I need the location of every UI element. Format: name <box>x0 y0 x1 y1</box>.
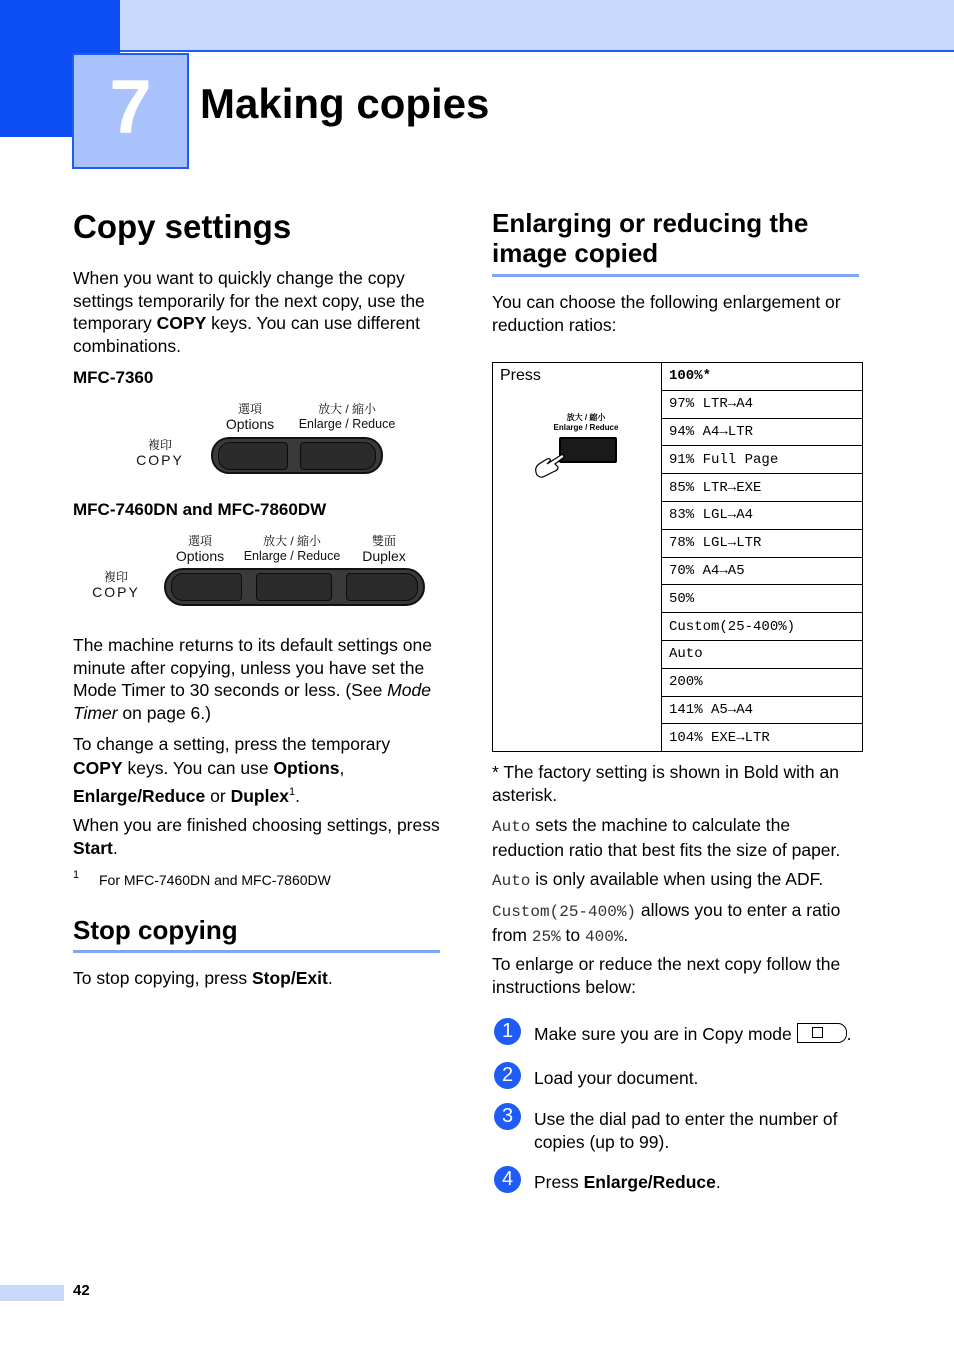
model2-options-cn: 選項 <box>187 534 212 548</box>
intro-paragraph <box>73 267 443 357</box>
model2-copy-cn: 複印 <box>103 570 128 584</box>
model2-enlarge-reduce-key[interactable] <box>256 573 332 601</box>
step-4-text-1: Press <box>534 1172 584 1192</box>
ratio-option: 97% LTR→A4 <box>662 390 863 418</box>
ratio-option: Custom(25-400%) <box>662 613 863 641</box>
step-number: 4 <box>494 1166 521 1193</box>
model1-options-en: Options <box>225 416 275 432</box>
change-options-key: Options <box>273 758 340 778</box>
model1-enlarge-cn: 放大 / 縮小 <box>317 402 376 416</box>
ratio-option: 70% A4→A5 <box>662 557 863 585</box>
ratio-option: 78% LGL→LTR <box>662 529 863 557</box>
step-1-period: . <box>846 1024 852 1044</box>
ratios-intro: You can choose the following enlargement or reduction ratios: <box>492 292 841 335</box>
ratio-option: 50% <box>662 585 863 613</box>
model2-key-label-enlarge <box>242 534 342 564</box>
page-number-band <box>0 1285 64 1301</box>
step-1-text-main: Make sure you are in Copy mode <box>534 1024 792 1044</box>
ratio-option: 200% <box>662 668 863 696</box>
intro-text-2: keys. You can use different combinations. <box>73 313 420 356</box>
stop-paragraph <box>73 967 443 990</box>
model2-duplex-key[interactable] <box>346 573 418 601</box>
press-key-label-en: Enlarge / Reduce <box>553 423 619 432</box>
model1-title: MFC-7360 <box>73 368 154 387</box>
custom-paragraph <box>492 899 862 948</box>
model1-options-key[interactable] <box>218 442 288 470</box>
custom-to: to <box>560 924 586 945</box>
heading-enlarge-reduce: Enlarging or reducing the image copied <box>492 208 809 268</box>
model2-title: MFC-7460DN and MFC-7860DW <box>73 500 327 519</box>
custom-period: . <box>623 924 629 945</box>
pointing-hand-icon <box>533 449 567 479</box>
auto-text-1: sets the machine to calculate the reduction ratio that best fits the size of paper. <box>492 815 841 860</box>
intro-text-1: When you want to quickly change the copy settings temporarily for the next copy, use the temporary <box>73 268 425 333</box>
model1-key-label-options <box>200 402 300 432</box>
step-number: 2 <box>494 1062 521 1089</box>
chapter-number: 7 <box>109 65 152 150</box>
footnote-mark: 1 <box>73 869 80 881</box>
change-comma: , <box>339 758 345 778</box>
ratio-option: 85% LTR→EXE <box>662 474 863 502</box>
model2-options-en: Options <box>175 548 225 564</box>
model1-copy-cn: 複印 <box>147 438 172 452</box>
custom-text-1: allows you to enter a ratio from <box>492 900 841 945</box>
ratio-table <box>492 362 863 752</box>
model1-key-panel <box>110 398 400 478</box>
model2-options-key[interactable] <box>171 573 242 601</box>
step-number: 3 <box>494 1103 521 1130</box>
ratio-option: 100%* <box>662 363 863 391</box>
heading-stop-copying: Stop copying <box>73 915 238 945</box>
instructions-intro: To enlarge or reduce the next copy follow the instructions below: <box>492 954 841 997</box>
model1-copy-label <box>118 438 202 468</box>
step-1-text <box>534 1023 864 1046</box>
stop-heading-rule <box>73 950 440 953</box>
header-band <box>0 0 954 52</box>
auto-text-2: is only available when using the ADF. <box>530 869 824 889</box>
model1-options-cn: 選項 <box>237 402 262 416</box>
finish-period: . <box>112 837 118 858</box>
model2-enlarge-en: Enlarge / Reduce <box>243 549 341 563</box>
ratio-option: 141% A5→A4 <box>662 696 863 724</box>
stop-period: . <box>327 968 333 988</box>
auto-paragraph-2 <box>492 868 862 893</box>
auto-paragraph-1 <box>492 814 864 861</box>
change-or: or <box>205 785 231 806</box>
footnote-text: For MFC-7460DN and MFC-7860DW <box>99 872 331 888</box>
model2-duplex-cn: 雙面 <box>371 534 396 548</box>
finish-paragraph <box>73 814 443 859</box>
factory-note: * The factory setting is shown in Bold with an asterisk. <box>492 762 839 805</box>
model2-copy-en: COPY <box>92 584 140 600</box>
model2-duplex-en: Duplex <box>362 548 406 564</box>
ratio-option: 94% A4→LTR <box>662 418 863 446</box>
step-4-period: . <box>715 1172 721 1192</box>
finish-text-1: When you are finished choosing settings, press <box>73 815 440 835</box>
chapter-title: Making copies <box>200 80 490 127</box>
ratio-option: 83% LGL→A4 <box>662 501 863 529</box>
press-key-label-cn: 放大 / 縮小 <box>566 413 606 422</box>
model1-key-label-enlarge <box>292 402 402 432</box>
footnote-ref: 1 <box>288 786 296 798</box>
change-text-1: To change a setting, press the temporary <box>73 734 391 754</box>
heading-copy-settings: Copy settings <box>73 208 292 245</box>
model1-enlarge-reduce-key[interactable] <box>300 442 376 470</box>
custom-min: 25% <box>531 927 561 946</box>
custom-code: Custom(25-400%) <box>492 903 637 921</box>
ratio-option: 104% EXE→LTR <box>662 724 863 752</box>
change-text-2: keys. You can use <box>122 758 274 778</box>
press-cell <box>493 363 662 752</box>
ratio-option: 91% Full Page <box>662 446 863 474</box>
model2-key-label-duplex <box>342 534 426 564</box>
change-duplex-key: Duplex <box>230 785 289 806</box>
step-number: 1 <box>494 1018 521 1045</box>
enlarge-reduce-key-illustration <box>559 437 617 463</box>
enlarge-heading-rule <box>492 274 859 277</box>
model2-enlarge-cn: 放大 / 縮小 <box>262 534 321 548</box>
model1-enlarge-en: Enlarge / Reduce <box>298 417 396 431</box>
step-2-text: Load your document. <box>534 1068 699 1088</box>
intro-copy-key: COPY <box>156 313 207 333</box>
default-settings-paragraph <box>73 634 443 724</box>
stop-exit-key: Stop/Exit <box>251 968 328 988</box>
press-label: Press <box>500 367 541 384</box>
step-3-text: Use the dial pad to enter the number of copies (up to 99). <box>534 1109 838 1152</box>
auto-code-2: Auto <box>492 872 531 890</box>
model1-copy-en: COPY <box>136 452 184 468</box>
model2-key-panel <box>70 530 440 610</box>
change-copy-key: COPY <box>73 758 123 778</box>
finish-start-key: Start <box>73 837 113 858</box>
ratio-option: Auto <box>662 640 863 668</box>
model2-copy-label <box>74 570 158 600</box>
copy-mode-icon <box>797 1023 847 1043</box>
stop-text-1: To stop copying, press <box>73 968 252 988</box>
auto-code-1: Auto <box>492 818 531 836</box>
change-setting-paragraph <box>73 732 443 808</box>
change-period: . <box>295 785 300 806</box>
default-text-2: on page 6.) <box>117 702 211 723</box>
page-number: 42 <box>73 1282 90 1299</box>
step-4-text <box>534 1171 864 1194</box>
step-4-enlarge-key: Enlarge/Reduce <box>583 1172 716 1192</box>
default-text-1: The machine returns to its default settings one minute after copying, unless you have set the Mode Timer to 30 seconds or less. (See <box>73 635 432 700</box>
custom-max: 400% <box>585 927 624 946</box>
press-key-label <box>551 413 621 433</box>
mode-timer-ref: Mode Timer <box>73 680 431 723</box>
change-enlarge-key: Enlarge/Reduce <box>73 785 206 806</box>
model2-key-label-options <box>158 534 242 564</box>
